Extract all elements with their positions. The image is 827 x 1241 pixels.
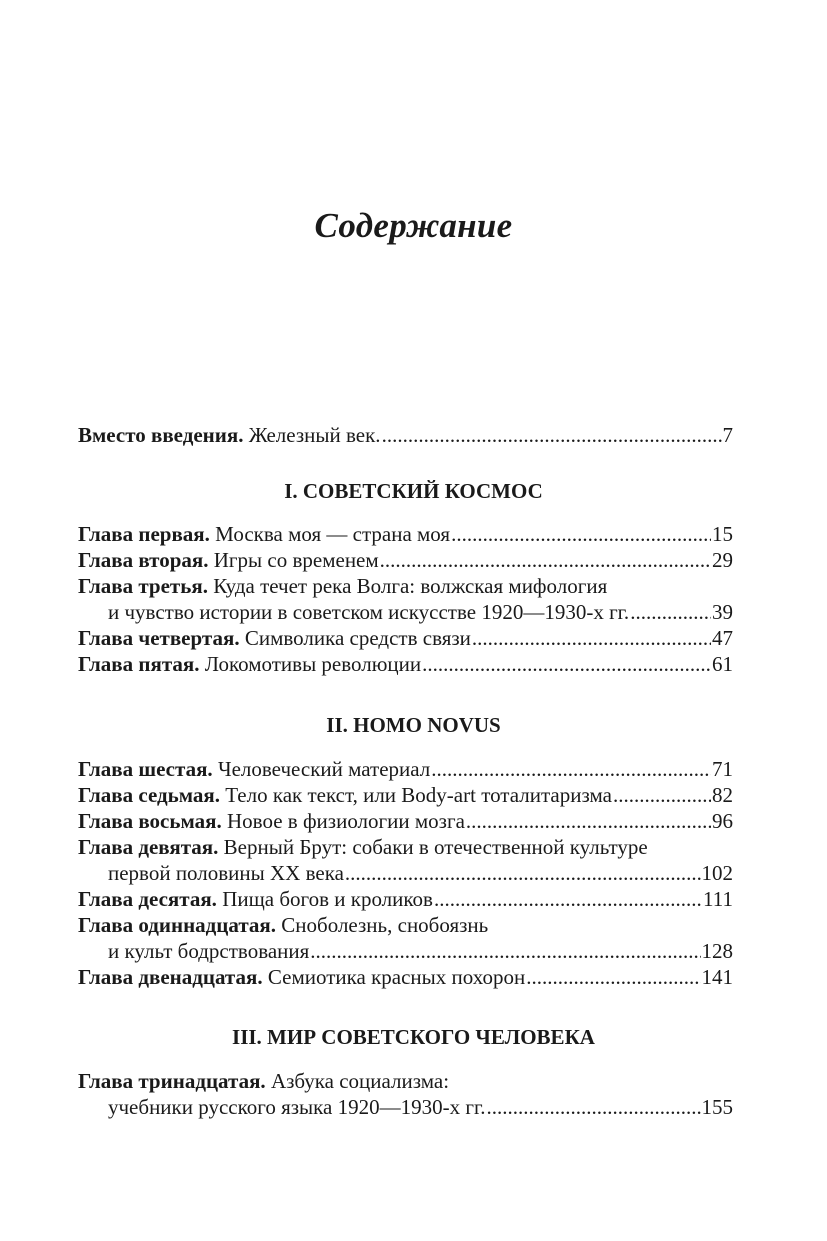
entry-page: 96 bbox=[712, 809, 733, 833]
toc-entry-multiline[interactable] bbox=[78, 573, 733, 625]
section-heading-2: II. HOMO NOVUS bbox=[326, 713, 501, 737]
entry-title: Куда течет река Волга: волжская мифология bbox=[213, 574, 608, 598]
leader-dots bbox=[451, 521, 711, 547]
entry-page: 71 bbox=[712, 757, 733, 781]
entry-page: 82 bbox=[712, 783, 733, 807]
entry-page: 102 bbox=[701, 861, 733, 885]
leader-dots bbox=[434, 886, 702, 912]
toc-entry[interactable] bbox=[78, 651, 733, 677]
toc-entry[interactable] bbox=[78, 782, 733, 808]
entry-page: 61 bbox=[712, 652, 733, 676]
entry-label: Глава шестая. bbox=[78, 757, 213, 781]
entry-label: Глава четвертая. bbox=[78, 626, 240, 650]
entry-title-cont: первой половины XX века bbox=[108, 861, 344, 885]
entry-label: Глава первая. bbox=[78, 522, 210, 546]
leader-dots bbox=[431, 756, 711, 782]
entry-label: Глава вторая. bbox=[78, 548, 209, 572]
leader-dots bbox=[613, 782, 711, 808]
entry-label: Вместо введения. bbox=[78, 423, 244, 447]
leader-dots bbox=[630, 599, 711, 625]
entry-title: Символика средств связи bbox=[244, 626, 471, 650]
toc-entry[interactable] bbox=[78, 808, 733, 834]
toc-entry-multiline[interactable] bbox=[78, 1068, 733, 1120]
toc-entry[interactable] bbox=[78, 625, 733, 651]
entry-page: 15 bbox=[712, 522, 733, 546]
entry-title: Железный век. bbox=[248, 423, 381, 447]
toc-section-1 bbox=[78, 521, 733, 677]
section-heading-3: III. МИР СОВЕТСКОГО ЧЕЛОВЕКА bbox=[232, 1025, 595, 1049]
entry-page: 39 bbox=[712, 600, 733, 624]
toc-entry[interactable] bbox=[78, 886, 733, 912]
leader-dots bbox=[310, 938, 700, 964]
entry-label: Глава одиннадцатая. bbox=[78, 913, 277, 937]
entry-label: Глава восьмая. bbox=[78, 809, 222, 833]
entry-title: Тело как текст, или Body-art тоталитаризма bbox=[225, 783, 612, 807]
toc-entry-intro[interactable] bbox=[78, 422, 733, 448]
entry-title: Игры со временем bbox=[213, 548, 379, 572]
entry-label: Глава тринадцатая. bbox=[78, 1069, 266, 1093]
toc-section-3 bbox=[78, 1068, 733, 1120]
entry-label: Глава десятая. bbox=[78, 887, 217, 911]
entry-page: 7 bbox=[722, 423, 733, 447]
leader-dots bbox=[380, 547, 711, 573]
entry-title: Семиотика красных похорон bbox=[267, 965, 526, 989]
toc-intro bbox=[78, 422, 733, 448]
leader-dots bbox=[486, 1094, 700, 1120]
toc-entry[interactable] bbox=[78, 521, 733, 547]
entry-page: 155 bbox=[701, 1095, 733, 1119]
entry-label: Глава третья. bbox=[78, 574, 208, 598]
toc-entry-multiline[interactable] bbox=[78, 834, 733, 886]
section-heading-1: I. СОВЕТСКИЙ КОСМОС bbox=[284, 479, 543, 503]
entry-page: 111 bbox=[703, 887, 733, 911]
page-title: Содержание bbox=[314, 206, 513, 245]
entry-page: 47 bbox=[712, 626, 733, 650]
entry-title: Сноболезнь, снобоязнь bbox=[281, 913, 489, 937]
entry-title: Новое в физиологии мозга bbox=[227, 809, 465, 833]
toc-entry[interactable] bbox=[78, 756, 733, 782]
entry-label: Глава девятая. bbox=[78, 835, 219, 859]
entry-page: 29 bbox=[712, 548, 733, 572]
toc-entry-multiline[interactable] bbox=[78, 912, 733, 964]
leader-dots bbox=[422, 651, 711, 677]
entry-title: Пища богов и кроликов bbox=[222, 887, 433, 911]
toc-entry[interactable] bbox=[78, 547, 733, 573]
entry-title-cont: учебники русского языка 1920—1930-х гг. bbox=[108, 1095, 486, 1119]
leader-dots bbox=[466, 808, 711, 834]
entry-title: Азбука социализма: bbox=[270, 1069, 450, 1093]
entry-title: Человеческий материал bbox=[217, 757, 431, 781]
leader-dots bbox=[526, 964, 700, 990]
entry-title: Москва моя — страна моя bbox=[215, 522, 451, 546]
entry-label: Глава пятая. bbox=[78, 652, 200, 676]
entry-page: 128 bbox=[701, 939, 733, 963]
entry-label: Глава седьмая. bbox=[78, 783, 220, 807]
entry-label: Глава двенадцатая. bbox=[78, 965, 263, 989]
entry-page: 141 bbox=[701, 965, 733, 989]
entry-title: Локомотивы революции bbox=[204, 652, 422, 676]
toc-section-2 bbox=[78, 756, 733, 990]
entry-title-cont: и культ бодрствования bbox=[108, 939, 310, 963]
toc-entry[interactable] bbox=[78, 964, 733, 990]
leader-dots bbox=[472, 625, 711, 651]
entry-title-cont: и чувство истории в советском искусстве 1920—1930-х гг. bbox=[108, 600, 630, 624]
entry-title: Верный Брут: собаки в отечественной культуре bbox=[223, 835, 648, 859]
leader-dots bbox=[382, 422, 722, 448]
leader-dots bbox=[345, 860, 701, 886]
